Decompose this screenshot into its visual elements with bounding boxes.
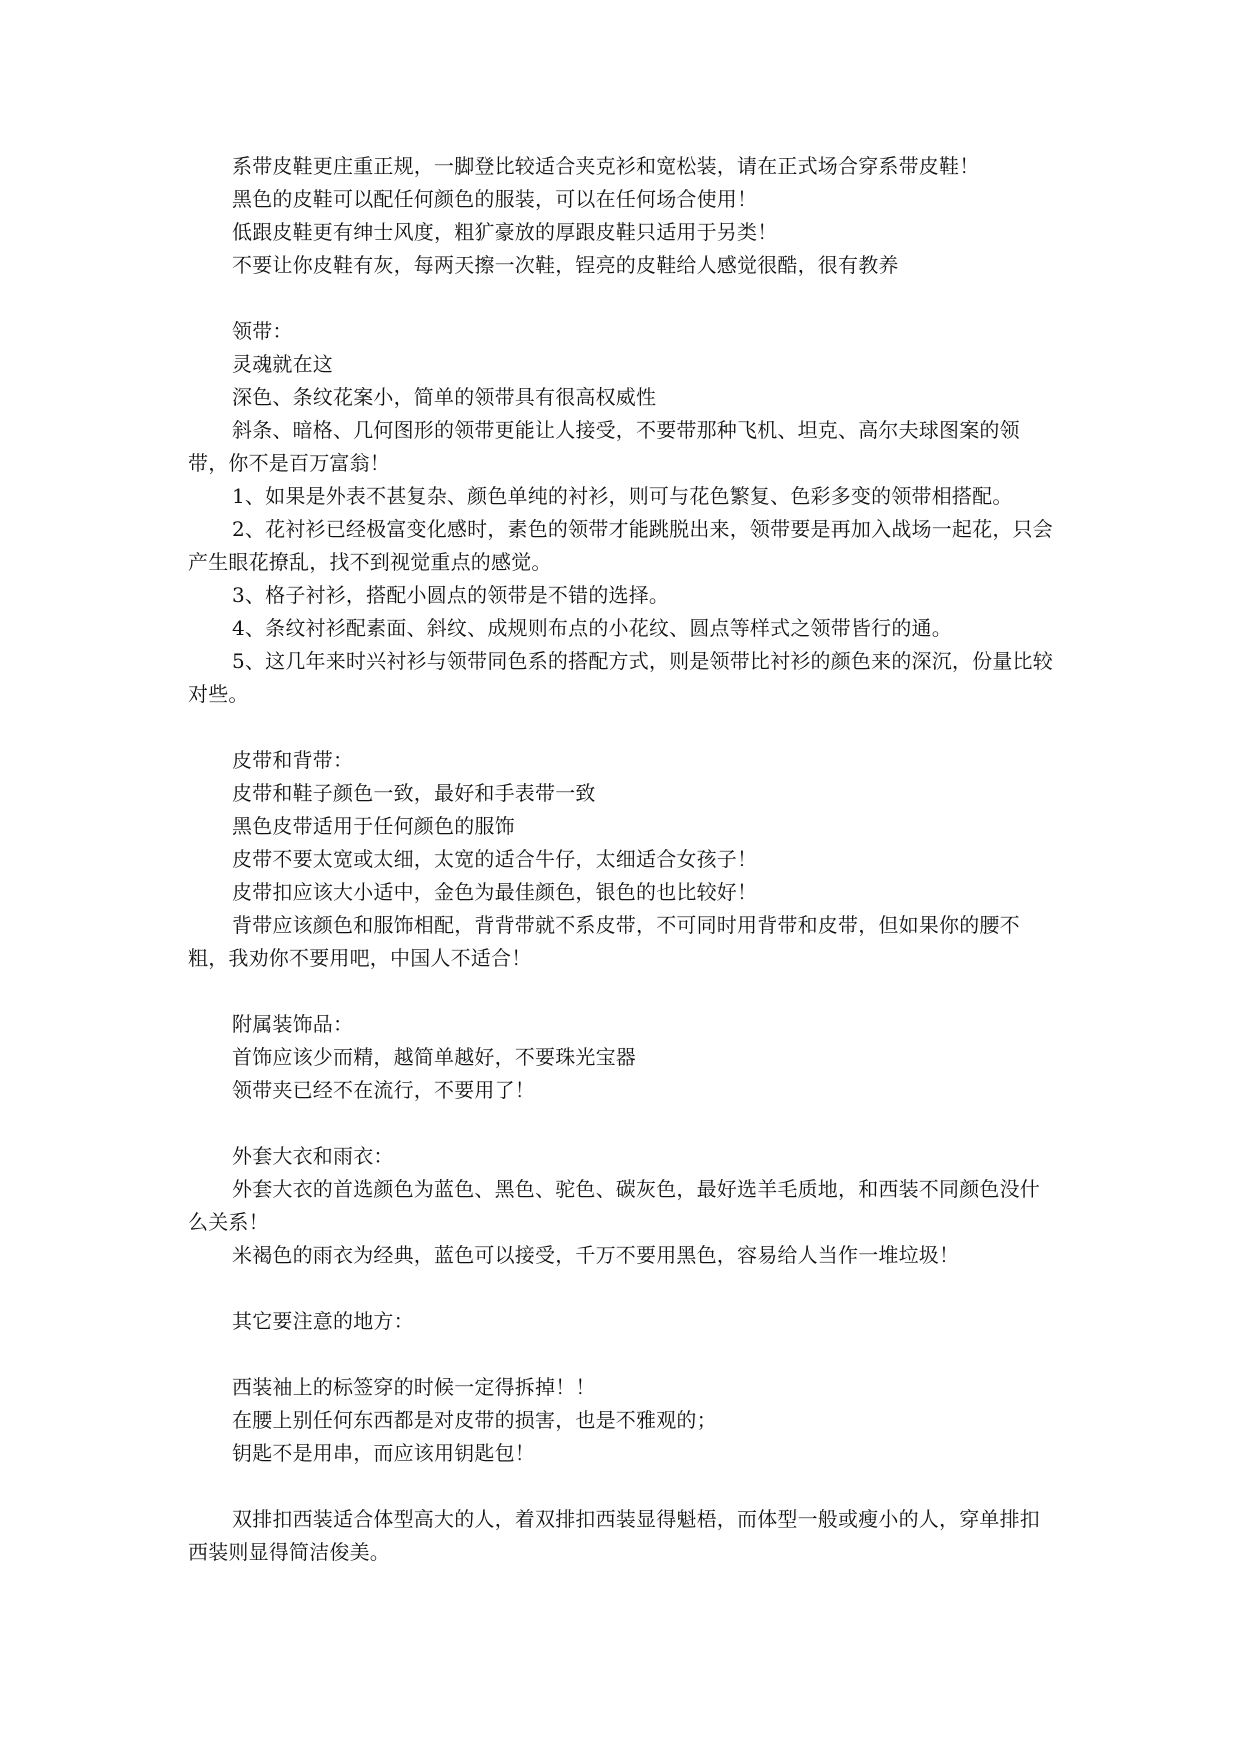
- section-heading: 皮带和背带：: [232, 748, 354, 772]
- section-spacer: [188, 1338, 1054, 1371]
- section-heading: 附属装饰品：: [232, 1012, 354, 1036]
- paragraph: 斜条、暗格、几何图形的领带更能让人接受，不要带那种飞机、坦克、高尔夫球图案的领带，你不是百万富翁！: [188, 418, 1020, 475]
- section-heading: 其它要注意的地方：: [232, 1309, 414, 1333]
- paragraph: 双排扣西装适合体型高大的人，着双排扣西装显得魁梧，而体型一般或瘦小的人，穿单排扣西装则显得简洁俊美。: [188, 1507, 1040, 1564]
- section-spacer: [188, 1470, 1054, 1503]
- paragraph: 黑色的皮鞋可以配任何颜色的服装，可以在任何场合使用！: [232, 187, 758, 211]
- paragraph: 不要让你皮鞋有灰，每两天擦一次鞋，锃亮的皮鞋给人感觉很酷，很有教养: [232, 253, 899, 277]
- paragraph: 米褐色的雨衣为经典，蓝色可以接受，千万不要用黑色，容易给人当作一堆垃圾！: [232, 1243, 960, 1267]
- section-spacer: [188, 1107, 1054, 1140]
- paragraph: 西装袖上的标签穿的时候一定得拆掉！！: [232, 1375, 596, 1399]
- paragraph: 1、如果是外表不甚复杂、颜色单纯的衬衫，则可与花色繁复、色彩多变的领带相搭配。: [232, 484, 1013, 508]
- paragraph: 3、格子衬衫，搭配小圆点的领带是不错的选择。: [232, 583, 670, 607]
- paragraph: 外套大衣的首选颜色为蓝色、黑色、驼色、碳灰色，最好选羊毛质地，和西装不同颜色没什么关系！: [188, 1177, 1040, 1234]
- section-spacer: [188, 1272, 1054, 1305]
- paragraph: 领带夹已经不在流行，不要用了！: [232, 1078, 535, 1102]
- paragraph: 灵魂就在这: [232, 352, 333, 376]
- paragraph: 首饰应该少而精，越简单越好，不要珠光宝器: [232, 1045, 636, 1069]
- section-accessories: [188, 1008, 1054, 1107]
- section-spacer: [188, 975, 1054, 1008]
- paragraph: 钥匙不是用串，而应该用钥匙包！: [232, 1441, 535, 1465]
- paragraph: 5、这几年来时兴衬衫与领带同色系的搭配方式，则是领带比衬衫的颜色来的深沉，份量比较对些。: [188, 649, 1053, 706]
- paragraph: 皮带和鞋子颜色一致，最好和手表带一致: [232, 781, 596, 805]
- section-double-breasted: [188, 1503, 1054, 1569]
- document-page: [188, 150, 1054, 1569]
- section-notes-list: [188, 1371, 1054, 1470]
- paragraph: 4、条纹衬衫配素面、斜纹、成规则布点的小花纹、圆点等样式之领带皆行的通。: [232, 616, 952, 640]
- paragraph: 背带应该颜色和服饰相配，背背带就不系皮带，不可同时用背带和皮带，但如果你的腰不粗，我劝你不要用吧，中国人不适合！: [188, 913, 1020, 970]
- section-ties: [188, 315, 1054, 711]
- section-coats: [188, 1140, 1054, 1272]
- paragraph: 黑色皮带适用于任何颜色的服饰: [232, 814, 515, 838]
- paragraph: 深色、条纹花案小，简单的领带具有很高权威性: [232, 385, 657, 409]
- paragraph: 低跟皮鞋更有绅士风度，粗犷豪放的厚跟皮鞋只适用于另类！: [232, 220, 778, 244]
- section-spacer: [188, 711, 1054, 744]
- section-heading: 领带：: [232, 319, 293, 343]
- paragraph: 皮带不要太宽或太细，太宽的适合牛仔，太细适合女孩子！: [232, 847, 758, 871]
- section-shoes: [188, 150, 1054, 282]
- paragraph: 2、花衬衫已经极富变化感时，素色的领带才能跳脱出来，领带要是再加入战场一起花，只会产生眼花撩乱，找不到视觉重点的感觉。: [188, 517, 1053, 574]
- section-belts: [188, 744, 1054, 975]
- section-other-notes: [188, 1305, 1054, 1338]
- section-heading: 外套大衣和雨衣：: [232, 1144, 394, 1168]
- paragraph: 在腰上别任何东西都是对皮带的损害，也是不雅观的；: [232, 1408, 717, 1432]
- paragraph: 皮带扣应该大小适中，金色为最佳颜色，银色的也比较好！: [232, 880, 758, 904]
- section-spacer: [188, 282, 1054, 315]
- paragraph: 系带皮鞋更庄重正规，一脚登比较适合夹克衫和宽松装，请在正式场合穿系带皮鞋！: [232, 154, 980, 178]
